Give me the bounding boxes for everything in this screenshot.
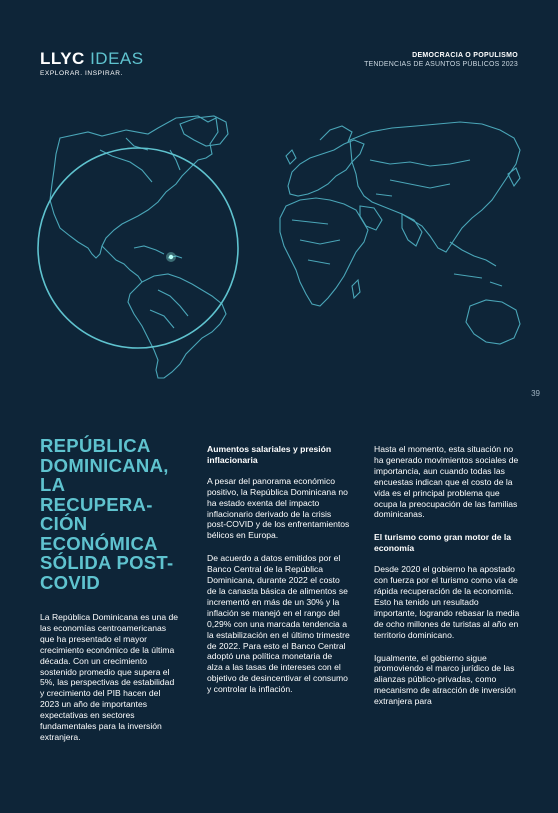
paragraph-public-private: Igualmente, el gobierno sigue promoviendo el marco jurídico de las alianzas público-privadas, como mecanismo de atracción de inversión extranjera para <box>374 652 516 707</box>
section-heading-salaries: Aumentos salariales y presión inflacionaria <box>207 444 332 465</box>
paragraph-tourism-recovery: Desde 2020 el gobierno ha apostado con fuerza por el turismo como vía de rápida recuperación de la economía. Esto ha tenido un resultado importante, logrando rebasar la media de ocho millones de turistas al año en territorio dominicano. <box>374 564 520 640</box>
japan-outline <box>508 168 520 186</box>
scandinavia-outline <box>320 126 352 142</box>
europe-outline <box>288 140 364 196</box>
article-headline: REPÚBLICA DOMINICANA, LA RECUPERA-CIÓN ECONÓMICA SÓLIDA POST-COVID <box>40 435 174 593</box>
world-map-illustration <box>30 110 530 390</box>
canada-inner-lines <box>100 138 180 182</box>
brand-tagline: EXPLORAR. INSPIRAR. <box>40 70 123 77</box>
uk-outline <box>286 150 296 164</box>
brand-logo <box>40 50 144 77</box>
brand-main: LLYC <box>40 49 85 68</box>
article-column-3 <box>374 444 520 719</box>
section-title: DEMOCRACIA O POPULISMO <box>412 52 518 59</box>
brand-accent: IDEAS <box>90 49 144 68</box>
article-column-1 <box>40 436 180 755</box>
dominican-republic-marker <box>169 255 173 259</box>
asia-borders <box>370 160 470 196</box>
southeast-asia-outline <box>450 242 496 266</box>
paragraph-inflation-impact: A pesar del panorama económico positivo, la República Dominicana no ha estado exenta del impacto inflacionario derivado de la crisis post-COVID y de los enfrentamientos bélicos en Europa. <box>207 475 350 541</box>
africa-borders <box>292 220 340 264</box>
central-america-outline <box>102 246 142 282</box>
africa-outline <box>280 198 368 306</box>
madagascar-outline <box>352 280 360 298</box>
indonesia-outline <box>454 274 502 286</box>
paragraph-social-movements: Hasta el momento, esta situación no ha generado movimientos sociales de importancia, aun cuando todas las encuestas indican que el costo de la vida es el principal problema que ocupa la preocupación de las familias dominicanas. <box>374 444 519 520</box>
publication-subtitle: TENDENCIAS DE ASUNTOS PÚBLICOS 2023 <box>364 61 518 68</box>
publication-header <box>364 51 518 69</box>
north-america-outline <box>50 116 218 258</box>
article-column-2 <box>207 444 350 707</box>
article-intro: La República Dominicana es una de las economías centroamericanas que ha presentado el mayor crecimiento económico de la última década. Con un crecimiento sostenido promedio que supera el 5%, las perspectivas de estabilidad y crecimiento del PIB hacen del 2023 un año de importantes expectativas en sectores fundamentales para la inversión extranjera. <box>40 612 179 742</box>
globe-circle <box>38 148 238 348</box>
arabia-outline <box>360 206 382 230</box>
india-outline <box>402 214 422 246</box>
australia-outline <box>466 300 520 344</box>
page-number: 39 <box>531 389 540 398</box>
brand-title <box>40 50 144 68</box>
paragraph-central-bank: De acuerdo a datos emitidos por el Banco Central de la República Dominicana, durante 2022 el costo de la canasta básica de alimentos se incrementó en más de un 30% y la inflación se manejó en el rango del 0,29% con una marcada tendencia a la estabilización en el último trimestre de 2022. Para esto el Banco Central adoptó una política monetaria de alza a las tasas de intereses con el objetivo de desincentivar el consumo y controlar la inflación. <box>207 553 350 695</box>
south-america-outline <box>128 274 226 378</box>
greenland-outline <box>180 116 228 146</box>
south-america-borders <box>150 290 188 328</box>
section-heading-tourism: El turismo como gran motor de la economía <box>374 532 512 554</box>
cuba-outline <box>134 246 164 254</box>
